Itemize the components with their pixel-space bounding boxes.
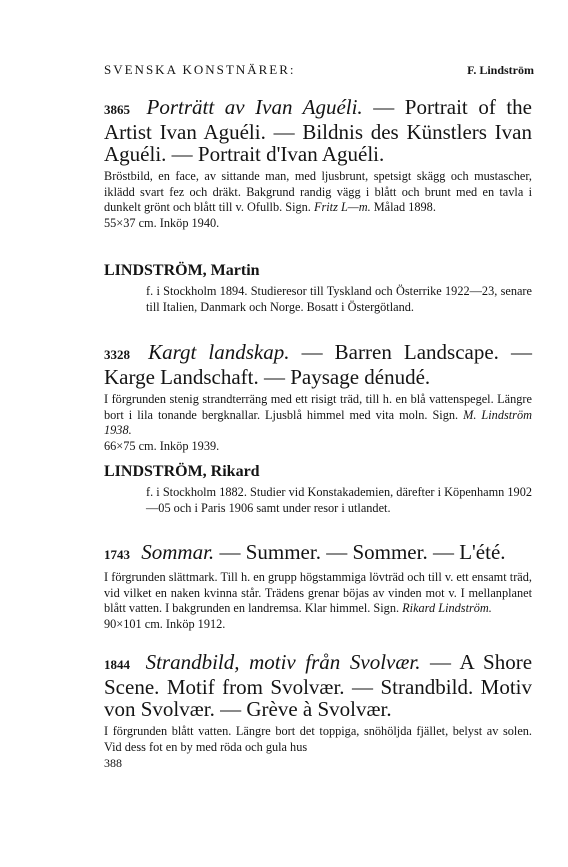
entry-description <box>104 570 532 617</box>
entry-number: 3328 <box>104 347 130 362</box>
description-text: I förgrunden blått vatten. Längre bort det toppiga, snöhöljda fjället, belyst av solen. Vid dess fot en by med röda och gula hus <box>104 724 532 754</box>
artist-bio: f. i Stockholm 1882. Studier vid Konstakademien, därefter i Köpenhamn 1902—05 och i Paris 1906 samt under resor i utlandet. <box>146 485 532 515</box>
entry-title: Porträtt av Ivan Aguéli. <box>146 95 363 119</box>
entry-title: Strandbild, motiv från Svolvær. <box>145 650 421 674</box>
entry-number: 1844 <box>104 657 130 672</box>
entry-dimensions: 90×101 cm. Inköp 1912. <box>104 616 226 631</box>
artist-name: LINDSTRÖM, Martin <box>104 262 260 279</box>
entry-heading <box>104 651 532 720</box>
entry-number: 3865 <box>104 102 130 117</box>
description-text: I förgrunden stenig strandterräng med ett risigt träd, till h. en blå vattenspegel. Längre bort i lila tonande bergknallar. Ljusblå himmel med vita moln. Sign. <box>104 392 532 422</box>
running-head-artist: F. Lindström <box>467 63 534 77</box>
artist-bio: f. i Stockholm 1894. Studieresor till Tyskland och Österrike 1922—23, senare till Italien, Danmark och Norge. Bosatt i Östergötland. <box>146 284 532 314</box>
description-text: I förgrunden slättmark. Till h. en grupp högstammiga lövträd och till v. ett ensamt träd, vid vilket en naken kvinna står. Trädens grenar böjas av vinden mot v. I mellanplanet blått vatten. I bakgrunden en landremsa. Klar himmel. Sign. <box>104 570 532 616</box>
artist-rikard-lindstrom <box>104 463 532 516</box>
entry-number: 1743 <box>104 547 130 562</box>
description-text: Bröstbild, en face, av sittande man, med ljusbrunt, spetsigt skägg och mustascher, iklädd svart fez och dräkt. Bakgrund randig vägg i blått och brunt med en tavla i dunkelt grönt och blått till v. Ofullb. Sign. <box>104 169 532 215</box>
entry-heading <box>104 541 532 566</box>
entry-title: Kargt landskap. <box>148 340 290 364</box>
catalog-entry-1844 <box>104 651 532 755</box>
entry-translations: — Portrait of the Artist Ivan Aguéli. — Bildnis des Künstlers Ivan Aguéli. — Portrait d'Ivan Aguéli. <box>104 95 533 166</box>
running-head <box>104 62 534 78</box>
entry-translations: — A Shore Scene. Motif from Svolvær. — Strandbild. Motiv von Svolvær. — Grève à Svolvær. <box>104 650 533 721</box>
entry-heading <box>104 341 532 388</box>
page-number: 388 <box>104 756 122 770</box>
signature: Fritz L—m. <box>313 200 371 215</box>
entry-heading <box>104 96 532 165</box>
artist-name: LINDSTRÖM, Rikard <box>104 463 260 480</box>
running-head-title: SVENSKA KONSTNÄRER: <box>104 62 296 77</box>
catalog-entry-1743 <box>104 541 532 632</box>
entry-description <box>104 724 532 755</box>
description-text-end: Målad 1898. <box>373 200 436 215</box>
entry-dimensions: 55×37 cm. Inköp 1940. <box>104 215 220 230</box>
signature: Rikard Lindström. <box>402 601 492 616</box>
entry-description <box>104 169 532 216</box>
entry-dimensions: 66×75 cm. Inköp 1939. <box>104 438 220 453</box>
signature: M. Lindström 1938. <box>104 407 532 438</box>
catalog-entry-3865 <box>104 96 532 231</box>
entry-description <box>104 392 532 439</box>
catalog-entry-3328 <box>104 341 532 454</box>
entry-title: Sommar. <box>141 540 215 564</box>
entry-translations: — Summer. — Sommer. — L'été. <box>219 540 506 564</box>
artist-martin-lindstrom <box>104 262 532 315</box>
entry-translations: — Barren Landscape. — Karge Landschaft. — Paysage dénudé. <box>104 340 533 389</box>
